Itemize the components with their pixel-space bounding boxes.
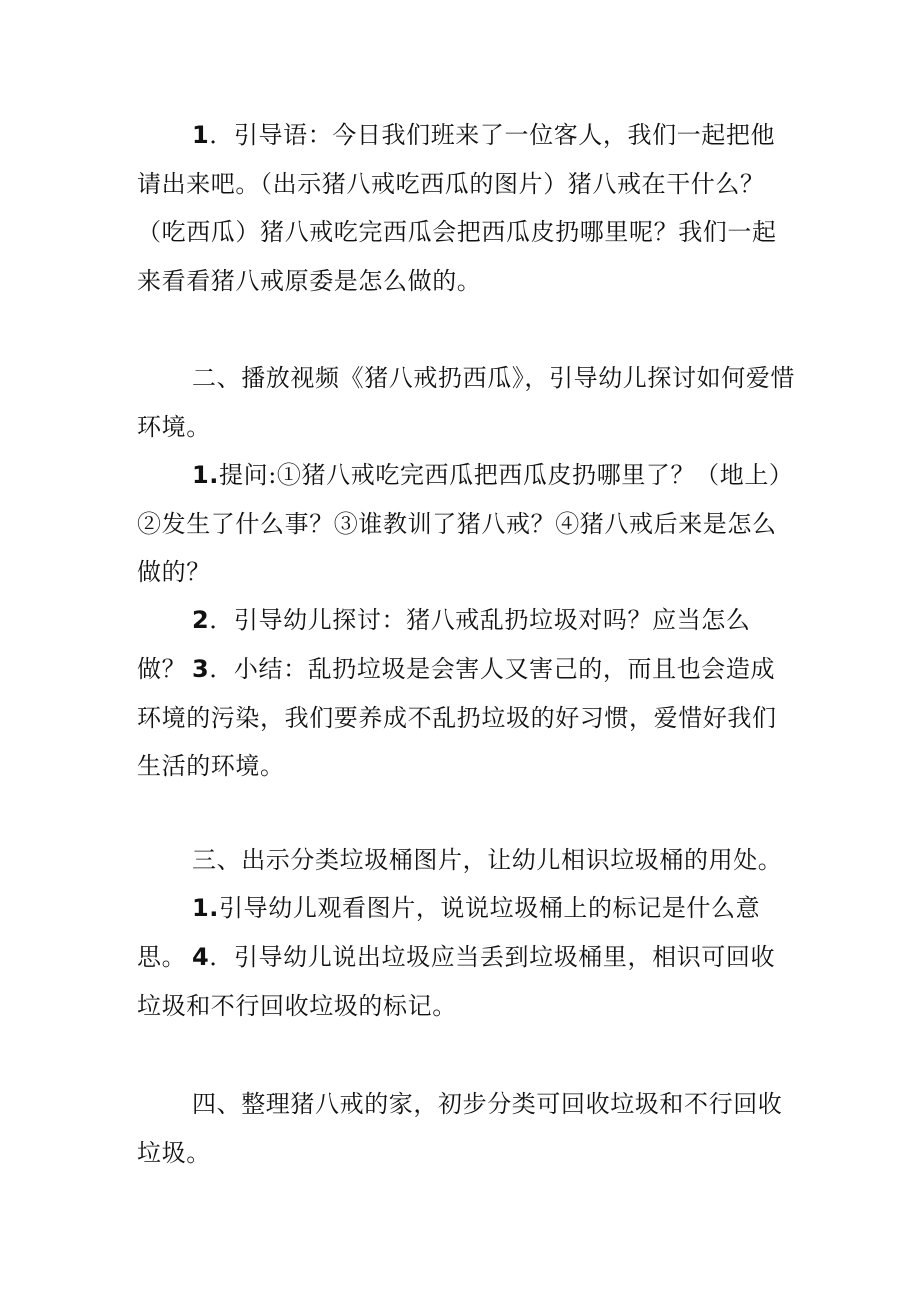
section-heading-three	[137, 836, 797, 885]
paragraph-text: 三、出示分类垃圾桶图片，让幼儿相识垃圾桶的用处。	[192, 846, 783, 874]
paragraph-sort	[137, 933, 797, 1030]
section-heading-four	[137, 1080, 797, 1177]
item-number: 2	[192, 606, 210, 634]
item-number: 1.	[192, 894, 220, 922]
section-heading-two	[137, 354, 797, 451]
paragraph-text: 提问:①猪八戒吃完西瓜把西瓜皮扔哪里了？（地上）②发生了什么事？③谁教训了猪八戒？④猪八戒后来是怎么做的？	[137, 461, 794, 586]
paragraph-question	[137, 451, 797, 597]
paragraph-text: ．引导语：今日我们班来了一位客人，我们一起把他请出来吧。（出示猪八戒吃西瓜的图片）猪八戒在干什么？（吃西瓜）猪八戒吃完西瓜会把西瓜皮扔哪里呢？我们一起来看看猪八戒原委是怎么做的。	[137, 121, 777, 295]
paragraph-text: ．引导幼儿探讨：猪八戒乱扔垃圾对吗？应当怎么做？	[137, 606, 751, 683]
paragraph-text: 四、整理猪八戒的家，初步分类可回收垃圾和不行回收垃圾。	[137, 1090, 783, 1167]
item-number: 1	[192, 121, 210, 149]
item-number: 1.	[192, 461, 220, 489]
paragraph-text: ．小结：乱扔垃圾是会害人又害己的，而且也会造成环境的污染，我们要养成不乱扔垃圾的好习惯，爱惜好我们生活的环境。	[137, 655, 777, 780]
paragraph-text: 引导幼儿观看图片，说说垃圾桶上的标记是什么意思。	[137, 894, 761, 971]
paragraph-summary	[137, 645, 797, 791]
item-number: 4	[192, 943, 210, 971]
paragraph-text: ．引导幼儿说出垃圾应当丢到垃圾桶里，相识可回收垃圾和不行回收垃圾的标记。	[137, 943, 776, 1020]
paragraph-intro	[137, 111, 797, 305]
paragraph-text: 二、播放视频《猪八戒扔西瓜》，引导幼儿探讨如何爱惜环境。	[137, 364, 795, 441]
item-number: 3	[192, 655, 210, 683]
